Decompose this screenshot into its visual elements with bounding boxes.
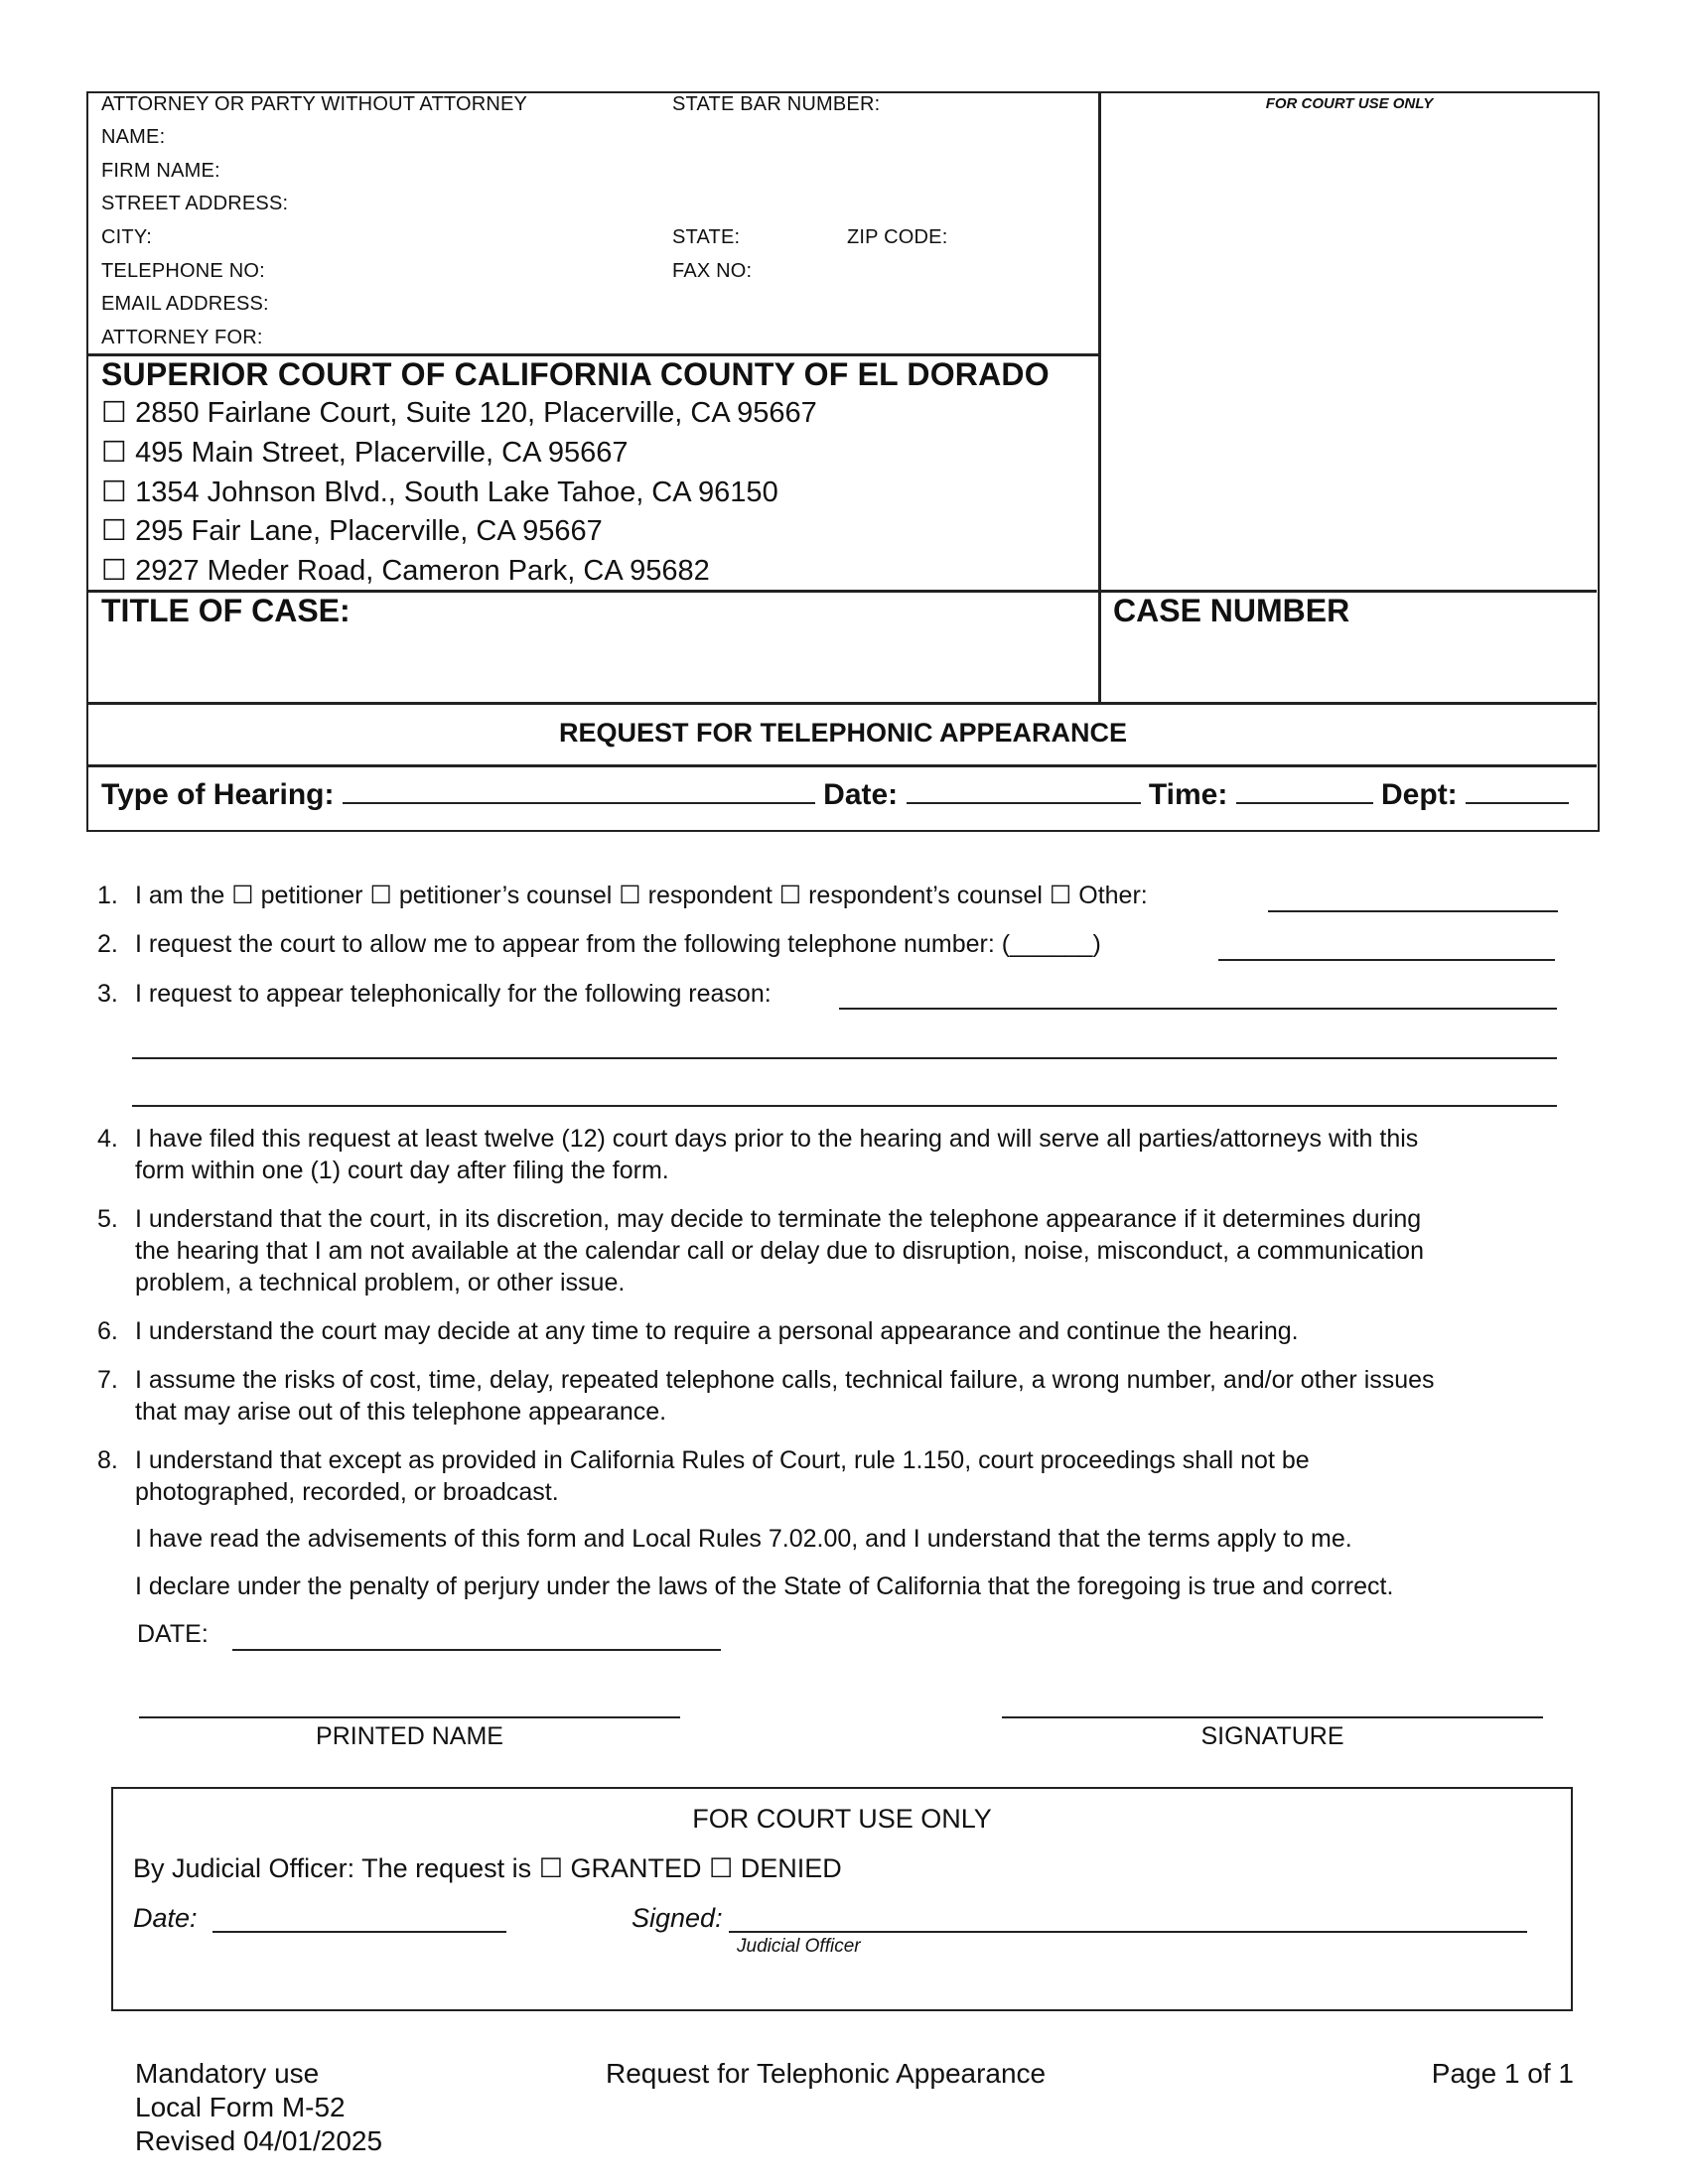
state-bar-label: STATE BAR NUMBER: bbox=[672, 93, 881, 115]
caption-column-divider bbox=[1098, 93, 1101, 703]
item-3: 3. I request to appear telephonically for the following reason: bbox=[97, 980, 772, 1008]
location-option[interactable]: ☐ 295 Fair Lane, Placerville, CA 95667 bbox=[101, 513, 603, 547]
judicial-signature-field[interactable] bbox=[729, 1931, 1527, 1933]
other-field[interactable] bbox=[1268, 910, 1558, 912]
respondent-counsel-checkbox[interactable]: ☐ bbox=[778, 881, 802, 909]
hearing-date-label: Date: bbox=[823, 778, 899, 811]
hearing-type-label: Type of Hearing: bbox=[101, 778, 335, 811]
attorney-for-label: ATTORNEY FOR: bbox=[101, 327, 263, 348]
item-7: 7. I assume the risks of cost, time, delay, repeated telephone calls, technical failure, a wrong number, and/or other issues that may arise out of this telephone appearance. bbox=[97, 1366, 1435, 1426]
court-use-only-header: FOR COURT USE ONLY bbox=[1265, 95, 1434, 112]
court-use-title: FOR COURT USE ONLY bbox=[692, 1804, 992, 1834]
court-date-field[interactable] bbox=[212, 1931, 506, 1933]
denied-checkbox[interactable]: ☐ bbox=[708, 1853, 734, 1884]
signature-field[interactable] bbox=[1002, 1716, 1543, 1718]
court-use-box bbox=[111, 1787, 1573, 2011]
other-checkbox[interactable]: ☐ bbox=[1049, 881, 1072, 909]
petitioner-checkbox[interactable]: ☐ bbox=[231, 881, 254, 909]
hearing-date-field[interactable] bbox=[907, 778, 1141, 804]
case-number-label: CASE NUMBER bbox=[1113, 593, 1350, 628]
checkbox-icon[interactable]: ☐ bbox=[101, 435, 127, 469]
judicial-officer-label: Judicial Officer bbox=[737, 1936, 861, 1957]
state-label: STATE: bbox=[672, 226, 741, 248]
page-number: Page 1 of 1 bbox=[1431, 2058, 1574, 2089]
advisement-statement: I have read the advisements of this form and Local Rules 7.02.00, and I understand that the terms apply to me. bbox=[135, 1525, 1352, 1553]
attorney-label: ATTORNEY OR PARTY WITHOUT ATTORNEY bbox=[101, 93, 528, 115]
telephone-label: TELEPHONE NO: bbox=[101, 260, 265, 282]
street-address-label: STREET ADDRESS: bbox=[101, 193, 289, 214]
reason-field-line-3[interactable] bbox=[132, 1105, 1557, 1107]
reason-field-line-2[interactable] bbox=[132, 1057, 1557, 1059]
city-label: CITY: bbox=[101, 226, 153, 248]
form-title: REQUEST FOR TELEPHONIC APPEARANCE bbox=[558, 718, 1128, 748]
email-label: EMAIL ADDRESS: bbox=[101, 293, 269, 315]
title-of-case-label: TITLE OF CASE: bbox=[101, 593, 351, 628]
caption-box bbox=[86, 91, 1600, 832]
item-8: 8. I understand that except as provided in California Rules of Court, rule 1.150, court proceedings shall not be photographed, recorded, or broadcast. bbox=[97, 1446, 1310, 1506]
court-title: SUPERIOR COURT OF CALIFORNIA COUNTY OF EL DORADO bbox=[101, 356, 1050, 392]
hearing-time-label: Time: bbox=[1148, 778, 1228, 811]
item-2: 2. I request the court to allow me to appear from the following telephone number: (______) bbox=[97, 930, 1101, 958]
ruling-line: By Judicial Officer: The request is ☐ GRANTED ☐ DENIED bbox=[133, 1853, 842, 1884]
perjury-statement: I declare under the penalty of perjury under the laws of the State of California that the foregoing is true and correct. bbox=[135, 1572, 1394, 1600]
court-date-label: Date: bbox=[133, 1903, 198, 1933]
signature-label: SIGNATURE bbox=[1200, 1722, 1344, 1750]
item-1: 1. I am the ☐ petitioner ☐ petitioner’s counsel ☐ respondent ☐ respondent’s counsel ☐ Other: bbox=[97, 881, 1148, 909]
printed-name-field[interactable] bbox=[139, 1716, 680, 1718]
checkbox-icon[interactable]: ☐ bbox=[101, 553, 127, 587]
declaration-date-field[interactable] bbox=[232, 1649, 721, 1651]
hearing-time-field[interactable] bbox=[1236, 778, 1373, 804]
petitioner-counsel-checkbox[interactable]: ☐ bbox=[369, 881, 392, 909]
telephone-number-field[interactable] bbox=[1218, 959, 1555, 961]
zip-code-label: ZIP CODE: bbox=[847, 226, 948, 248]
hearing-dept-label: Dept: bbox=[1381, 778, 1458, 811]
item-4: 4. I have filed this request at least twelve (12) court days prior to the hearing and will serve all parties/attorneys with this form within one (1) court day after filing the form. bbox=[97, 1125, 1419, 1184]
item-5: 5. I understand that the court, in its discretion, may decide to terminate the telephone appearance if it determines during the hearing that I am not available at the calendar call or delay due to disruption, noise, misconduct, a communication problem, a technical problem, or other issue. bbox=[97, 1205, 1424, 1297]
location-option[interactable]: ☐ 495 Main Street, Placerville, CA 95667 bbox=[101, 435, 629, 469]
location-option[interactable]: ☐ 1354 Johnson Blvd., South Lake Tahoe, CA 96150 bbox=[101, 475, 778, 508]
reason-field-line-1[interactable] bbox=[839, 1008, 1557, 1010]
footer-left: Mandatory use Local Form M-52 Revised 04/01/2025 bbox=[135, 2058, 383, 2156]
checkbox-icon[interactable]: ☐ bbox=[101, 475, 127, 508]
hearing-row bbox=[101, 770, 1569, 820]
granted-checkbox[interactable]: ☐ bbox=[538, 1853, 563, 1884]
title-row-divider bbox=[88, 764, 1597, 767]
footer-title: Request for Telephonic Appearance bbox=[606, 2058, 1047, 2089]
signed-label: Signed: bbox=[632, 1903, 723, 1933]
declaration-date-label: DATE: bbox=[137, 1620, 209, 1648]
hearing-dept-field[interactable] bbox=[1466, 778, 1569, 804]
location-option[interactable]: ☐ 2850 Fairlane Court, Suite 120, Placerville, CA 95667 bbox=[101, 395, 817, 429]
checkbox-icon[interactable]: ☐ bbox=[101, 395, 127, 429]
location-option[interactable]: ☐ 2927 Meder Road, Cameron Park, CA 95682 bbox=[101, 553, 710, 587]
item-6: 6. I understand the court may decide at any time to require a personal appearance and continue the hearing. bbox=[97, 1317, 1299, 1345]
firm-name-label: FIRM NAME: bbox=[101, 160, 220, 182]
name-label: NAME: bbox=[101, 126, 166, 148]
hearing-type-field[interactable] bbox=[343, 778, 815, 804]
printed-name-label: PRINTED NAME bbox=[316, 1722, 503, 1750]
fax-label: FAX NO: bbox=[672, 260, 753, 282]
respondent-checkbox[interactable]: ☐ bbox=[619, 881, 641, 909]
checkbox-icon[interactable]: ☐ bbox=[101, 513, 127, 547]
